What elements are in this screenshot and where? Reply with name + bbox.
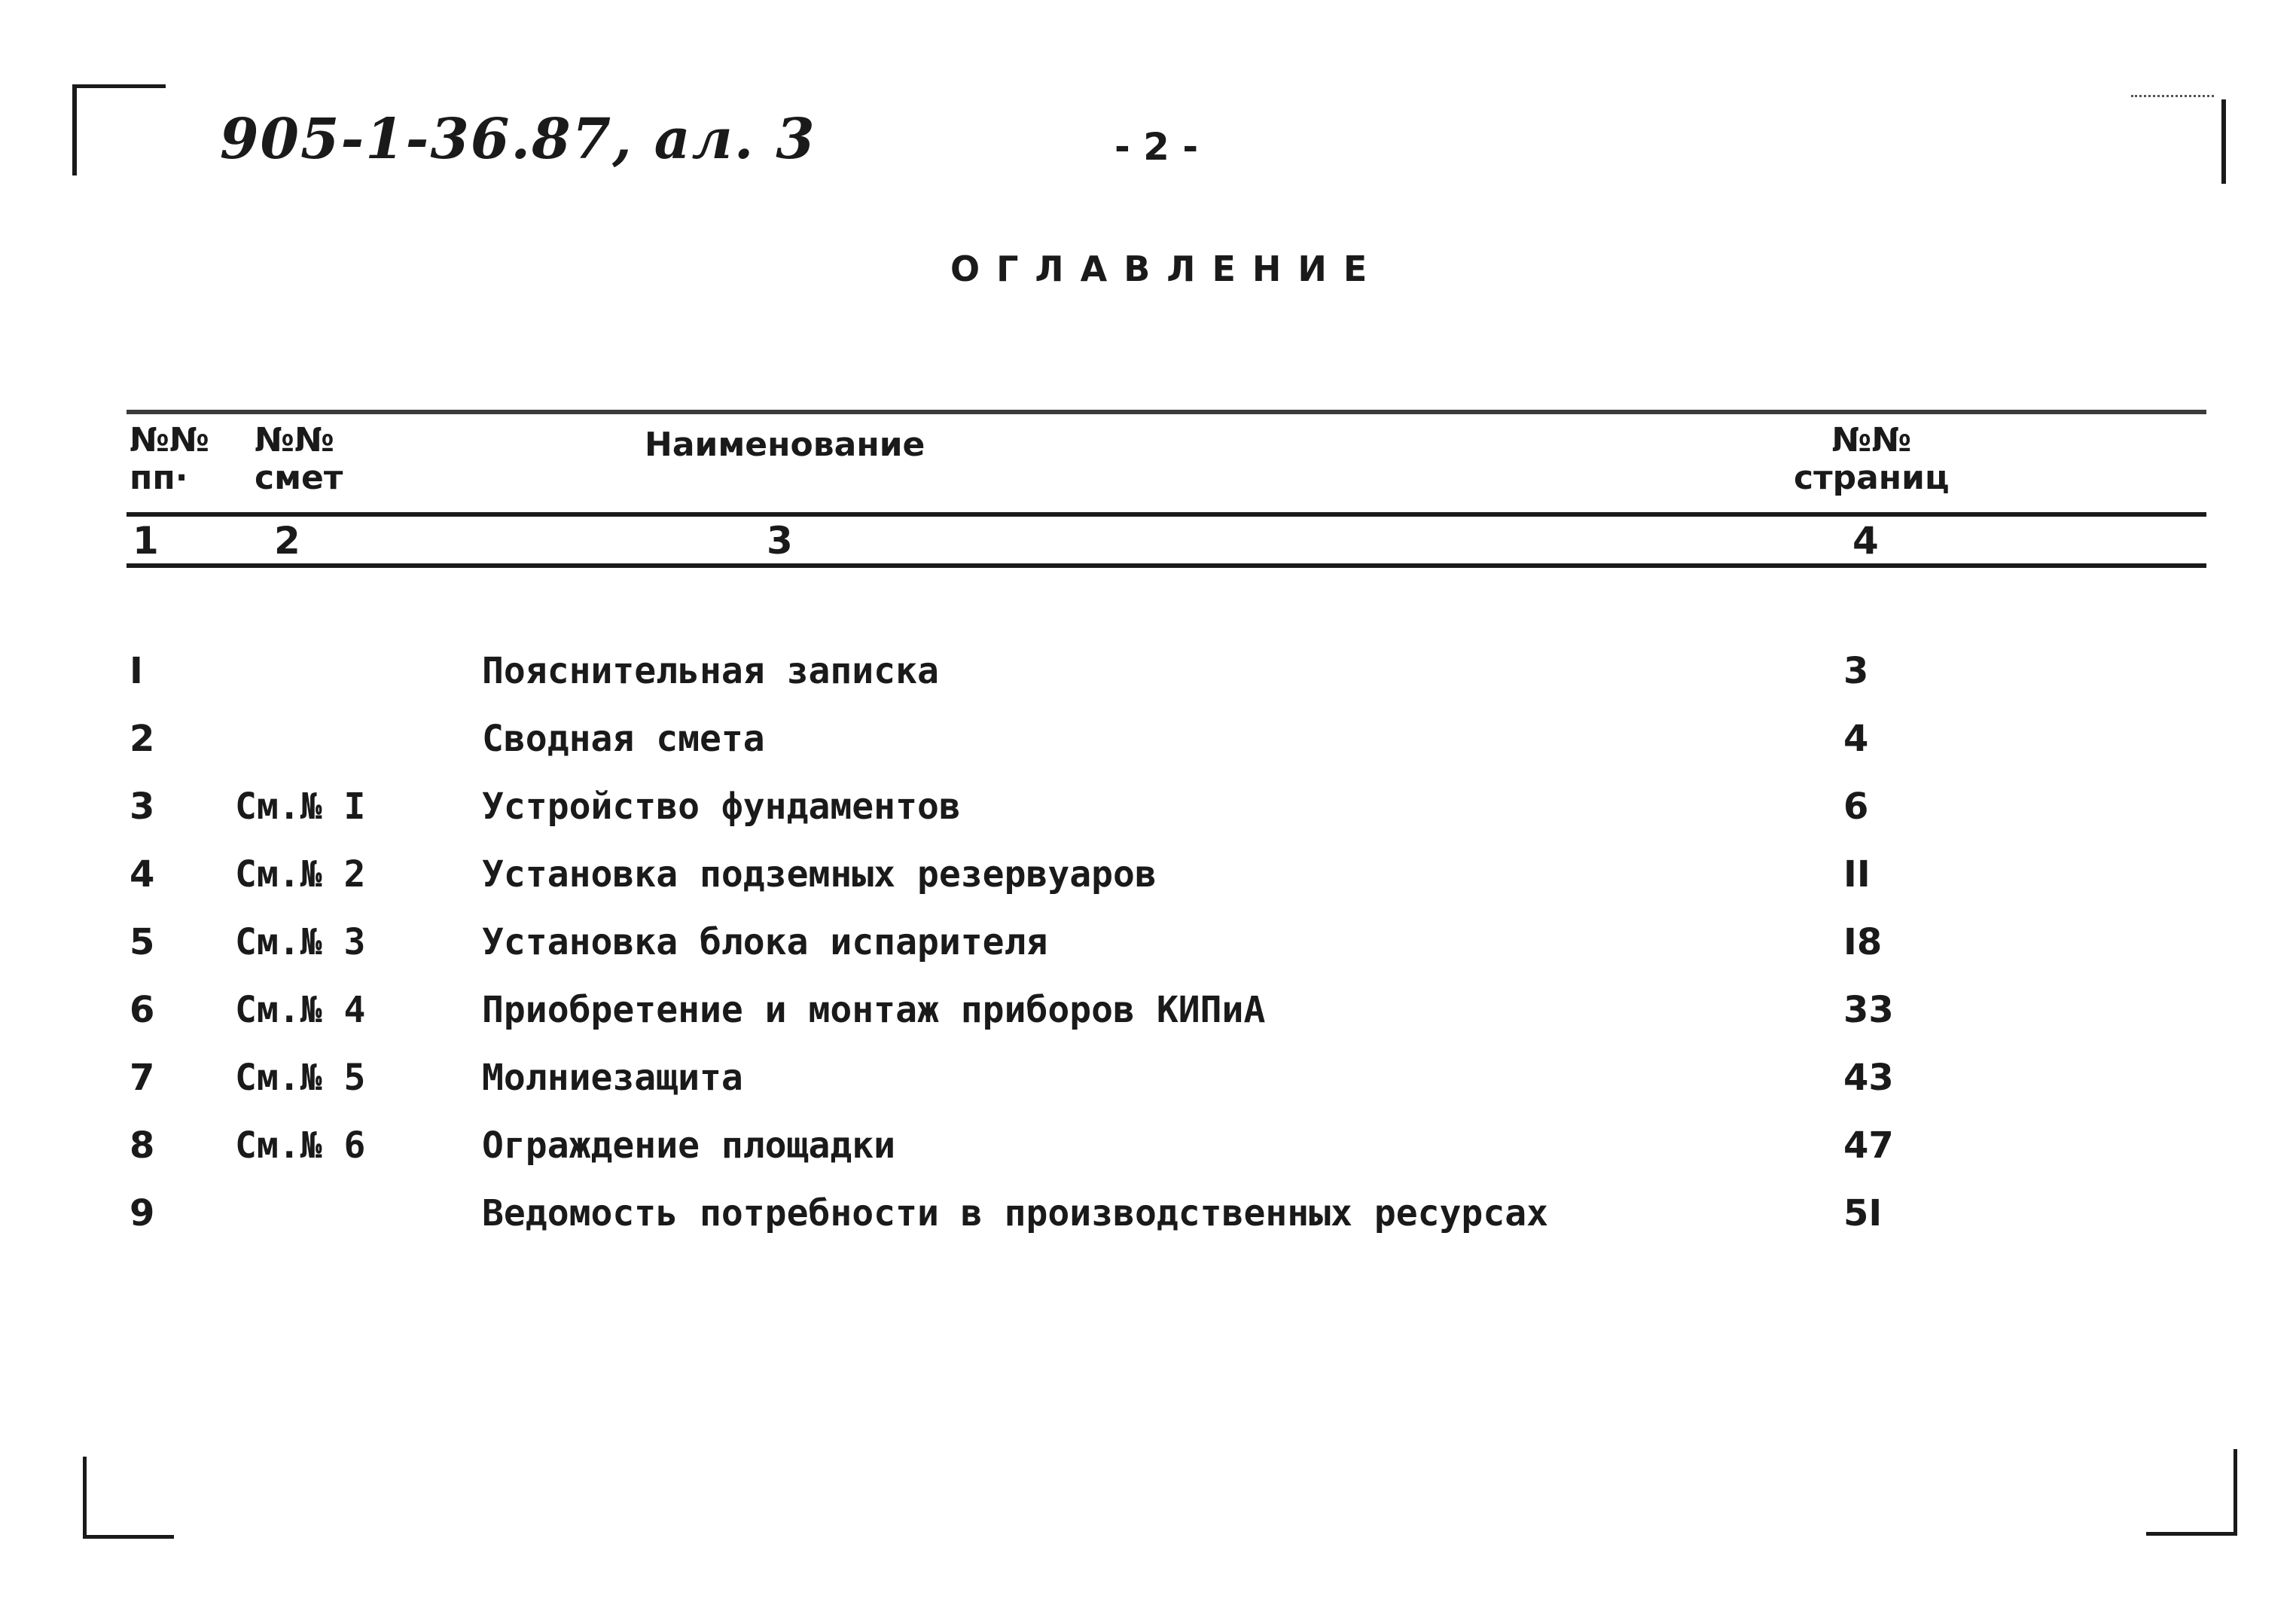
row-estimate: См.№ I xyxy=(235,786,366,828)
row-number: 6 xyxy=(130,989,155,1031)
row-name: Сводная смета xyxy=(482,718,765,760)
table-top-rule xyxy=(127,410,2206,414)
row-pages: 6 xyxy=(1843,786,1869,828)
row-number: 2 xyxy=(130,718,155,760)
row-name: Пояснительная записка xyxy=(482,650,939,692)
header-col-number-line2: пп· xyxy=(130,459,188,497)
page-title: ОГЛАВЛЕНИЕ xyxy=(950,249,1384,289)
row-number: 7 xyxy=(130,1057,155,1099)
table-body xyxy=(0,637,2296,1247)
table-row xyxy=(0,1179,2296,1247)
row-estimate: См.№ 4 xyxy=(235,989,366,1031)
row-pages: 3 xyxy=(1843,650,1869,692)
column-number-4: 4 xyxy=(1852,519,1879,563)
table-row xyxy=(0,976,2296,1044)
row-estimate: См.№ 6 xyxy=(235,1124,366,1167)
row-estimate: См.№ 3 xyxy=(235,921,366,963)
table-row xyxy=(0,908,2296,976)
corner-mark-top-right-dots xyxy=(2131,95,2214,103)
row-name: Приобретение и монтаж приборов КИПиА xyxy=(482,989,1266,1031)
document-code: 905-1-36.87, ал. 3 xyxy=(220,107,816,172)
row-pages: II xyxy=(1843,853,1871,896)
row-number: 8 xyxy=(130,1124,155,1167)
row-number: I xyxy=(130,650,143,692)
row-pages: 4 xyxy=(1843,718,1869,760)
header-col-estimate-line2: смет xyxy=(255,459,343,497)
row-name: Устройство фундаментов xyxy=(482,786,961,828)
corner-mark-top-right xyxy=(2217,99,2226,184)
header-col-pages-line2: страниц xyxy=(1794,459,1950,497)
header-col-number-line1: №№ xyxy=(130,421,209,459)
header-col-name: Наименование xyxy=(645,426,925,464)
row-name: Молниезащита xyxy=(482,1057,743,1099)
table-row xyxy=(0,705,2296,773)
table-row xyxy=(0,1044,2296,1112)
header-bottom-rule xyxy=(127,512,2206,517)
row-pages: 5I xyxy=(1843,1192,1883,1234)
row-number: 4 xyxy=(130,853,155,896)
corner-mark-top-left xyxy=(72,84,166,175)
row-estimate: См.№ 5 xyxy=(235,1057,366,1099)
header-col-number xyxy=(130,422,209,497)
table-row xyxy=(0,773,2296,841)
column-number-1: 1 xyxy=(133,519,159,563)
row-number: 3 xyxy=(130,786,155,828)
table-row xyxy=(0,841,2296,908)
row-estimate: См.№ 2 xyxy=(235,853,366,896)
column-number-3: 3 xyxy=(767,519,793,563)
column-numbers-bottom-rule xyxy=(127,563,2206,568)
row-name: Ведомость потребности в производственных ресурсах xyxy=(482,1192,1549,1234)
row-pages: 47 xyxy=(1843,1124,1894,1167)
column-number-2: 2 xyxy=(274,519,300,563)
row-name: Ограждение площадки xyxy=(482,1124,896,1167)
row-number: 9 xyxy=(130,1192,155,1234)
row-name: Установка подземных резервуаров xyxy=(482,853,1157,896)
corner-mark-bottom-left xyxy=(83,1457,174,1539)
header-col-pages-line1: №№ xyxy=(1831,421,1912,459)
row-name: Установка блока испарителя xyxy=(482,921,1048,963)
header-col-estimate xyxy=(255,422,343,497)
row-pages: 33 xyxy=(1843,989,1894,1031)
row-number: 5 xyxy=(130,921,155,963)
table-row xyxy=(0,637,2296,705)
row-pages: I8 xyxy=(1843,921,1883,963)
page-number: - 2 - xyxy=(1114,125,1199,169)
header-col-pages xyxy=(1794,422,1950,497)
table-row xyxy=(0,1112,2296,1179)
header-col-estimate-line1: №№ xyxy=(255,421,334,459)
corner-mark-bottom-right xyxy=(2146,1449,2237,1536)
row-pages: 43 xyxy=(1843,1057,1894,1099)
